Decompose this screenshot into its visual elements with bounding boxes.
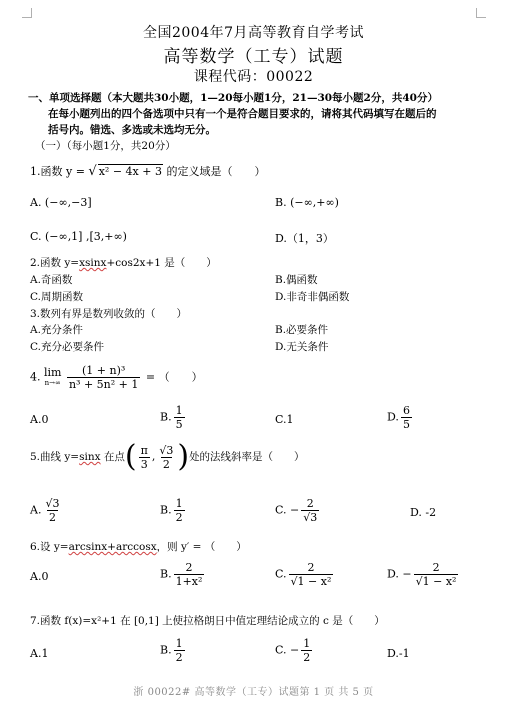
q2-option-b: B.偶函数 [275,274,318,286]
q3-option-d: D.无关条件 [275,341,329,353]
corner-mark-left [22,8,32,18]
question-1-stem: 1.函数 y = √ x² − 4x + 3 的定义域是（ ） [30,164,266,179]
q1-option-b: B. (−∞,+∞) [275,196,339,209]
q6-option-b: B. $\frac{2}{\text{1+x²}}$ [160,561,203,588]
q2-option-c: C.周期函数 [30,291,83,303]
q4-option-c: C.1 [275,413,294,426]
question-2-stem: 2.函数 y=xsinx+cos2x+1 是（ ） [30,257,217,269]
q3-option-c: C.充分必要条件 [30,341,104,353]
q2-option-d: D.非奇非偶函数 [275,291,350,303]
q7-option-c: C. − $\frac{1}{2}$ [275,637,311,664]
q1-option-c: C. (−∞,1] ,[3,+∞) [30,230,127,243]
q6-option-d: D. − $\frac{2}{\text{√1 − x²}}$ [387,561,457,588]
q7-option-d: D.-1 [387,647,410,660]
q3-option-b: B.必要条件 [275,324,329,336]
course-code: 课程代码：00022 [193,69,314,85]
q7-option-a: A.1 [30,647,49,660]
subsection-title: （一）（每小题1分，共20分） [35,140,176,152]
question-3-stem: 3.数列有界是数列收敛的（ ） [30,308,188,320]
q6-option-c: C. $\frac{2}{\text{√1 − x²}}$ [275,561,332,588]
q4-option-a: A.0 [30,413,49,426]
q4-option-b: B. $\frac{1}{5}$ [160,404,183,431]
q7-option-b: B. $\frac{1}{2}$ [160,637,183,664]
exam-title: 高等数学（工专）试题 [163,47,344,67]
q1-option-a: A. (−∞,−3] [30,196,92,209]
q3-option-a: A.充分条件 [30,324,83,336]
section-instructions-1: 在每小题列出的四个备选项中只有一个是符合题目要求的，请将其代码填写在题后的 [48,108,437,120]
q4-option-d: D. $\frac{6}{5}$ [387,404,410,431]
q5-option-d: D. -2 [410,506,437,519]
section-instructions-2: 括号内。错选、多选或未选均无分。 [48,124,216,136]
question-6-stem: 6.设 y=arcsinx+arccosx，则 y′ = （ ） [30,541,247,553]
q2-option-a: A.奇函数 [30,274,73,286]
q6-option-a: A.0 [30,570,49,583]
q1-option-d: D.（1，3） [275,232,334,245]
q5-option-c: C. − $\frac{2}{√3}$ [275,497,318,524]
question-4-stem: 4. lim n→∞ $\frac{\text{(1 + n)³}}{\text{n³ + 5n² + 1}}$ = （ ） [30,364,203,391]
section-title: 一、单项选择题（本大题共30小题，1—20每小题1分，21—30每小题2分，共40分） [28,92,438,104]
exam-header: 全国2004年7月高等教育自学考试 [142,25,365,41]
corner-mark-right [476,8,486,18]
page-footer: 浙 00022# 高等数学（工专）试题第 1 页 共 5 页 [133,687,374,698]
q5-option-b: B. $\frac{1}{2}$ [160,497,183,524]
question-7-stem: 7.函数 f(x)=x²+1 在 [0,1] 上使拉格朗日中值定理结论成立的 c 是（ ） [30,615,385,627]
question-5-stem: 5.曲线 y=sinx 在点( $\frac{\pi}{3}$ , $\frac{√3}{2}$ )处的法线斜率是（ ） [30,439,305,474]
q5-option-a: A. $\frac{√3}{2}$ [30,497,60,524]
